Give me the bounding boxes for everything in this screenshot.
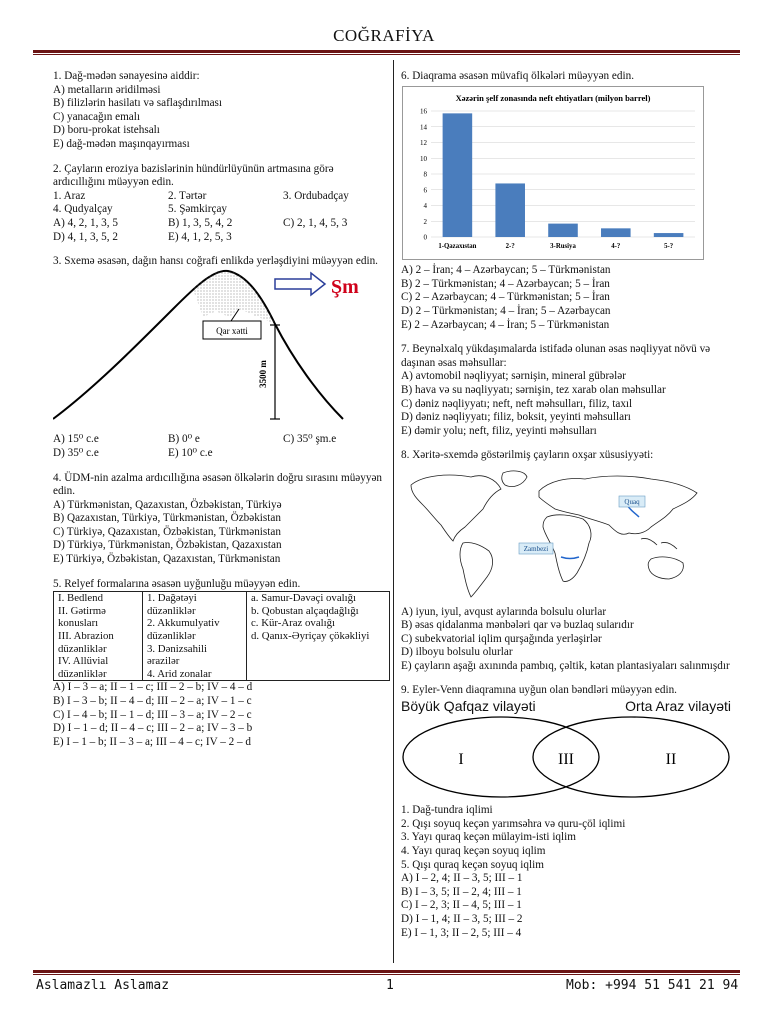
question-text: 3. Sxemə əsasən, dağın hansı coğrafi enlikdə yerləşdiyini müəyyən edin. [53, 255, 378, 268]
y-tick-label: 0 [423, 233, 427, 242]
option: A) metalların əridilməsi [53, 83, 161, 96]
x-tick-label: 3-Rusiya [550, 242, 576, 250]
question-8 [401, 449, 731, 673]
bar [495, 183, 525, 237]
list-item: 5. Qışı quraq keçən soyuq iqlim [401, 858, 544, 871]
y-tick-label: 6 [423, 185, 427, 194]
header-rule [33, 50, 740, 53]
list-item: 3. Ordubadçay [283, 189, 349, 202]
column-divider [393, 60, 394, 963]
map-label-quaq: Quaq [624, 497, 640, 506]
header-rule-thin [33, 54, 740, 55]
oil-reserves-chart [402, 86, 704, 260]
mountain-diagram [53, 269, 383, 429]
option: E) I – 1, 3; II – 2, 5; III – 4 [401, 926, 522, 939]
australia-shape [648, 557, 683, 579]
option: E) dəmir yolu; neft, filiz, yeyinti məhsulları [401, 424, 597, 437]
height-label: 3500 m [258, 359, 268, 388]
question-4 [53, 472, 385, 567]
left-column [53, 70, 385, 760]
venn-label-i: I [458, 750, 464, 768]
question-1 [53, 70, 385, 152]
venn-label-ii: II [665, 750, 677, 768]
option: D) 35⁰ c.e [53, 446, 99, 459]
footer-page-number: 1 [386, 978, 394, 993]
table-cell: 1. Dağətəyi düzənliklər 2. Akkumulyativ düzənliklər 3. Dənizsahili ərazilər 4. Arid zonalar [143, 592, 247, 681]
option: D) Türkiyə, Türkmənistan, Özbəkistan, Qazaxıstan [53, 539, 282, 552]
option: A) Türkmənistan, Qazaxıstan, Özbəkistan, Türkiyə [53, 498, 282, 511]
option: A) 4, 2, 1, 3, 5 [53, 216, 118, 229]
list-item: 1. Araz [53, 189, 86, 202]
footer-rule [33, 970, 740, 973]
venn-diagram [401, 714, 731, 800]
question-text: 9. Eyler-Venn diaqramına uyğun olan bəndləri müəyyən edin. [401, 684, 677, 697]
option: A) 15⁰ c.e [53, 433, 99, 446]
footer-author: Aslamazlı Aslamaz [36, 978, 170, 993]
page-title: COĞRAFİYA [333, 26, 435, 45]
option: C) I – 2, 3; II – 4, 5; III – 1 [401, 899, 522, 912]
option: E) Türkiyə, Özbəkistan, Qazaxıstan, Türkmənistan [53, 553, 281, 566]
option: B) 2 – Türkmənistan; 4 – Azərbaycan; 5 – İran [401, 277, 610, 290]
list-item: 5. Şəmkirçay [168, 203, 228, 216]
option: E) 2 – Azərbaycan; 4 – İran; 5 – Türkmənistan [401, 318, 610, 331]
direction-label: Şm [331, 275, 359, 298]
x-tick-label: 2-? [505, 242, 515, 250]
option: C) dəniz nəqliyyatı; neft, neft məhsulları, filiz, taxıl [401, 397, 633, 410]
option: C) 2 – Azərbaycan; 4 – Türkmənistan; 5 – İran [401, 291, 610, 304]
question-text: 7. Beynəlxalq yükdaşımalarda istifadə olunan əsas nəqliyyat növü və daşınan əsas məhsullar: [401, 343, 711, 369]
question-text: 4. ÜDM-nin azalma ardıcıllığına əsasən ölkələrin doğru sırasını müəyyən edin. [53, 471, 383, 498]
x-tick-label: 5-? [664, 242, 674, 250]
world-map [401, 463, 719, 601]
y-tick-label: 12 [420, 138, 427, 147]
y-tick-label: 14 [420, 122, 427, 131]
question-text: 6. Diaqrama əsasən müvafiq ölkələri müəyyən edin. [401, 70, 634, 82]
option: B) I – 3 – b; II – 4 – d; III – 2 – a; IV – 1 – c [53, 695, 252, 707]
zambezi-river [561, 557, 579, 559]
list-item: 3. Yayı quraq keçən mülayim-isti iqlim [401, 831, 576, 844]
x-tick-label: 1-Qazaxıstan [438, 242, 477, 250]
question-9 [401, 684, 731, 940]
venn-right-title: Orta Araz vilayəti [625, 698, 731, 715]
question-3 [53, 255, 385, 460]
bar [654, 233, 684, 237]
y-tick-label: 16 [420, 107, 427, 116]
list-item: 4. Qudyalçay [53, 203, 113, 216]
bar [601, 228, 631, 237]
option: E) 4, 1, 2, 5, 3 [168, 230, 232, 243]
option: C) subekvatorial iqlim qurşağında yerləşirlər [401, 632, 602, 645]
list-item: 4. Yayı quraq keçən soyuq iqlim [401, 845, 546, 858]
option: E) 10⁰ c.e [168, 446, 213, 459]
option: D) ilboyu bolsulu olurlar [401, 646, 513, 659]
y-tick-label: 8 [423, 170, 427, 179]
option: B) I – 3, 5; II – 2, 4; III – 1 [401, 885, 522, 898]
list-item: 2. Qışı soyuq keçən yarımsəhra və quru-çöl iqlimi [401, 817, 626, 830]
question-text: 2. Çayların eroziya bazislərinin hündürlüyünün artmasına görə ardıcıllığını müəyyən edin. [53, 162, 334, 189]
chart-title: Xəzərin şelf zonasında neft ehtiyatları (milyon barrel) [455, 92, 651, 103]
bar [443, 113, 473, 237]
snow-line-label: Qar xətti [216, 325, 248, 336]
north-america-shape [411, 475, 501, 541]
right-column [401, 70, 731, 951]
option: B) Qazaxıstan, Türkiyə, Türkmənistan, Özbəkistan [53, 512, 281, 525]
relief-table [53, 591, 390, 681]
eurasia-shape [539, 476, 697, 534]
option: E) dağ-mədən maşınqayırması [53, 137, 190, 150]
option: E) I – 1 – b; II – 3 – a; III – 4 – c; IV – 2 – d [53, 735, 252, 748]
list-item: 2. Tərtər [168, 189, 207, 202]
option: C) 35⁰ şm.e [283, 433, 337, 446]
venn-left-title: Böyük Qafqaz vilayəti [401, 698, 536, 715]
option: A) iyun, iyul, avqust aylarında bolsulu olurlar [401, 605, 607, 618]
option: C) 2, 1, 4, 5, 3 [283, 216, 348, 229]
y-tick-label: 2 [423, 217, 427, 226]
option: A) I – 2, 4; II – 3, 5; III – 1 [401, 872, 523, 885]
y-tick-label: 10 [420, 154, 427, 163]
option: A) avtomobil nəqliyyat; sərnişin, mineral gübrələr [401, 370, 626, 383]
option: B) 1, 3, 5, 4, 2 [168, 216, 233, 229]
option: B) əsas qidalanma mənbələri qar və buzlaq sularıdır [401, 619, 634, 632]
question-7 [401, 343, 731, 438]
option: D) dəniz nəqliyyatı; filiz, boksit, yeyinti məhsulları [401, 411, 631, 424]
y-tick-label: 4 [423, 201, 427, 210]
table-cell: I. Bedlend II. Gətirmə konusları III. Abrazion düzənliklər IV. Allüvial düzənliklər [54, 592, 143, 681]
footer-phone: Mob: +994 51 541 21 94 [566, 978, 739, 993]
islands-shape [641, 538, 677, 549]
venn-label-iii: III [558, 750, 574, 768]
option: B) filizlərin hasilatı və saflaşdırılması [53, 97, 223, 110]
footer-rule-thin [33, 974, 740, 975]
question-5 [53, 578, 385, 750]
option: D) I – 1, 4; II – 3, 5; III – 2 [401, 913, 523, 925]
option: C) Türkiyə, Qazaxıstan, Özbəkistan, Türkmənistan [53, 525, 281, 538]
greenland-shape [502, 471, 527, 487]
south-america-shape [460, 542, 493, 597]
option: A) 2 – İran; 4 – Azərbaycan; 5 – Türkmənistan [401, 264, 611, 277]
option: C) yanacağın emalı [53, 110, 140, 123]
option: B) hava və su nəqliyyatı; sərnişin, tez xarab olan məhsullar [401, 383, 666, 396]
option: C) I – 4 – b; II – 1 – d; III – 3 – a; IV – 2 – c [53, 708, 252, 721]
option: D) I – 1 – d; II – 4 – c; III – 2 – a; IV – 3 – b [53, 722, 253, 735]
bar [548, 223, 578, 236]
option: E) çayların aşağı axınında pambıq, çəltik, kətan plantasiyaları salınmışdır [401, 659, 730, 672]
question-6 [401, 70, 731, 332]
option: D) boru-prokat istehsalı [53, 124, 160, 137]
question-2 [53, 163, 385, 245]
table-cell: a. Samur-Dəvəçi ovalığı b. Qobustan alçaqdağlığı c. Kür-Araz ovalığı d. Qanıx-Əyriçay çökəkliyi [247, 592, 390, 681]
question-text: 5. Relyef formalarına əsasən uyğunluğu müəyyən edin. [53, 577, 301, 590]
question-text: 1. Dağ-mədən sənayesinə aiddir: [53, 70, 200, 82]
arrow-right-icon [275, 273, 325, 295]
x-tick-label: 4-? [611, 242, 621, 250]
map-label-zambezi: Zambezi [523, 544, 549, 553]
question-text: 8. Xəritə-sxemdə göstərilmiş çayların oxşar xüsusiyyəti: [401, 449, 654, 462]
option: D) 4, 1, 3, 5, 2 [53, 230, 118, 243]
list-item: 1. Dağ-tundra iqlimi [401, 804, 493, 817]
option: A) I – 3 – a; II – 1 – c; III – 2 – b; IV – 4 – d [53, 681, 253, 694]
option: B) 0⁰ e [168, 433, 200, 446]
option: D) 2 – Türkmənistan; 4 – İran; 5 – Azərbaycan [401, 304, 611, 317]
